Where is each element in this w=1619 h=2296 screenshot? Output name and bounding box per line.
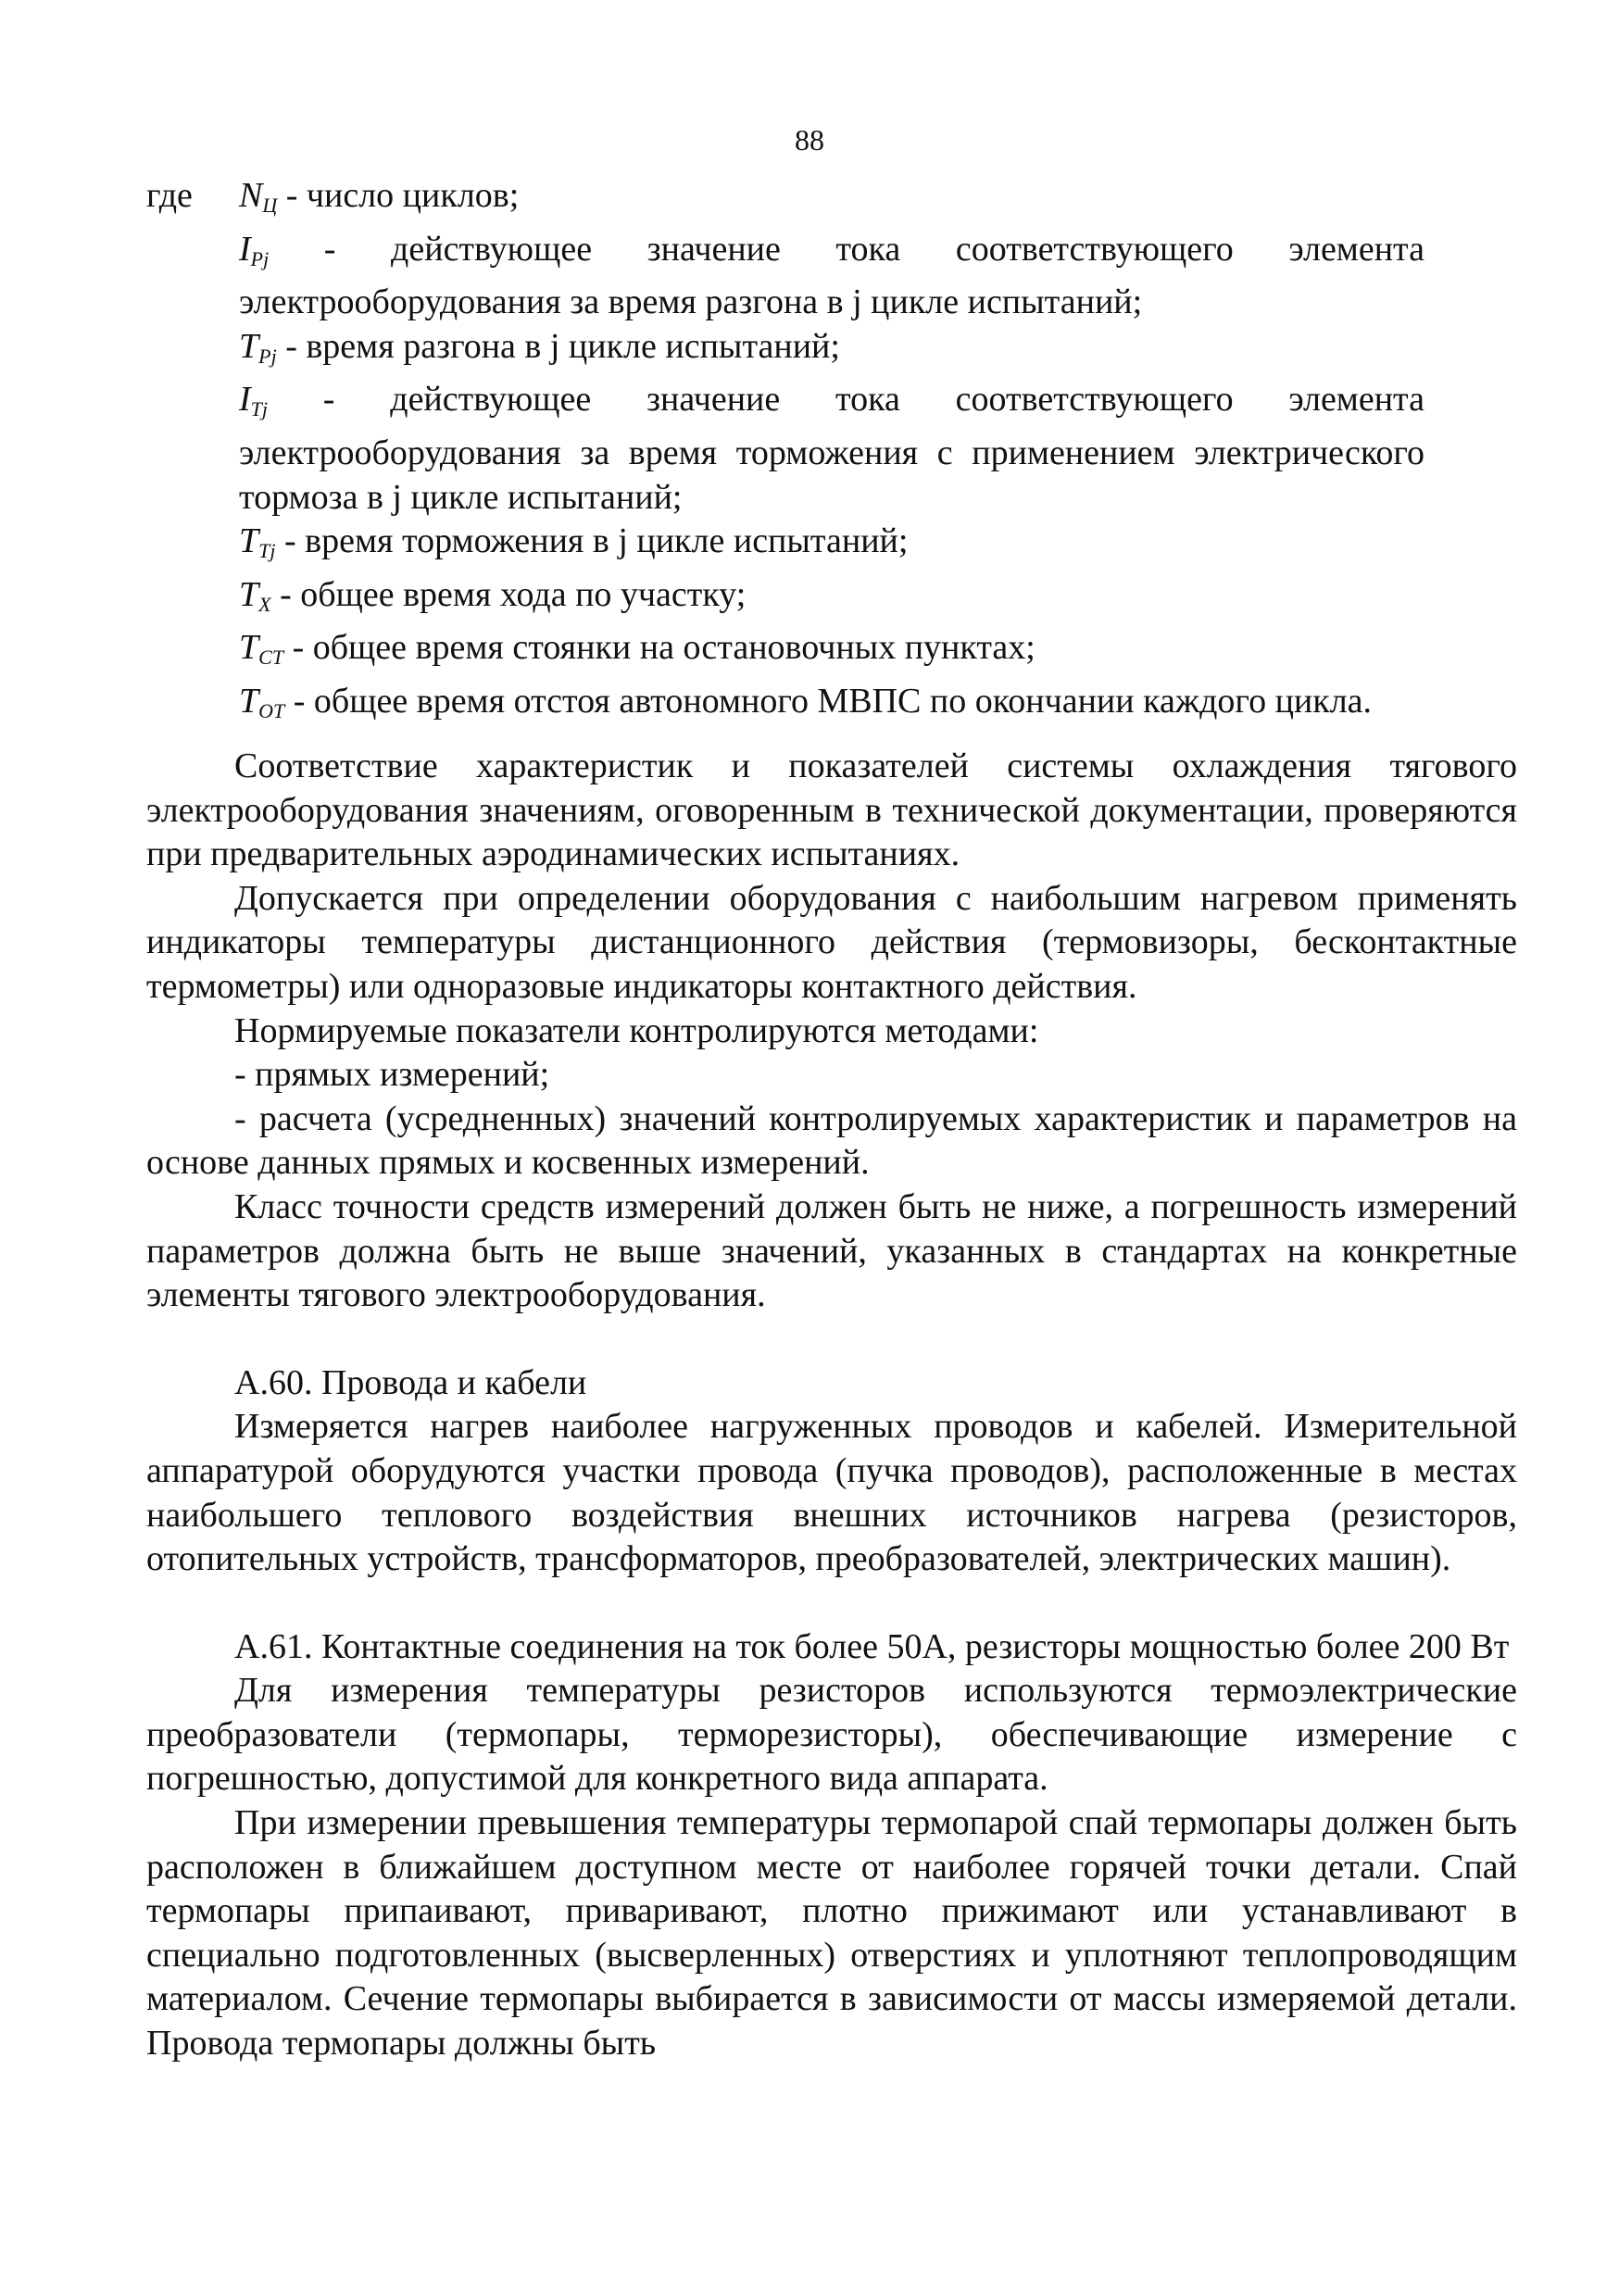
list-item: - расчета (усредненных) значений контролируемых характеристик и параметров на основе данных прямых и косвенных измерений. xyxy=(146,1098,1517,1183)
definition-item xyxy=(239,228,1424,325)
def-symbol: T xyxy=(239,326,259,366)
def-subscript: Pj xyxy=(258,344,277,368)
where-label: где xyxy=(146,176,193,215)
paragraph: Соответствие характеристик и показателей системы охлаждения тягового электрооборудования значениям, оговоренным в технической документации, проверяются при предварительных аэродинамических испытаниях. xyxy=(146,747,1517,874)
def-text: - действующее значение тока соответствующего элемента электрооборудования за время торможения с применением электрического тормоза в j цикле испытаний; xyxy=(239,380,1424,517)
section-heading: А.61. Контактные соединения на ток более 50А, резисторы мощностью более 200 Вт xyxy=(234,1626,1510,1666)
def-symbol: I xyxy=(239,229,251,269)
definitions-list xyxy=(146,174,1424,734)
definition-item xyxy=(239,520,1424,573)
def-text: - время торможения в j цикле испытаний; xyxy=(275,521,909,561)
def-subscript: ОТ xyxy=(258,698,285,722)
definition-item xyxy=(239,378,1424,520)
def-symbol: T xyxy=(239,574,259,614)
def-subscript: Tj xyxy=(250,397,269,421)
paragraph: Для измерения температуры резисторов используются термоэлектрические преобразователи (термопары, терморезисторы), обеспечивающие измерение с погрешностью, допустимой для конкретного вида аппарата. xyxy=(146,1671,1517,1799)
def-symbol: T xyxy=(239,521,259,561)
def-symbol: T xyxy=(239,681,259,721)
section-heading: А.60. Провода и кабели xyxy=(234,1362,587,1402)
paragraph: Измеряется нагрев наиболее нагруженных проводов и кабелей. Измерительной аппаратурой оборудуются участки провода (пучка проводов), расположенные в местах наибольшего теплового воздействия внешних источников нагрева (резисторов, отопительных устройств, трансформаторов, преобразователей, электрических машин). xyxy=(146,1407,1517,1579)
paragraph: При измерении превышения температуры термопарой спай термопары должен быть расположен в ближайшем доступном месте от наиболее горячей точки детали. Спай термопары припаивают, приваривают, плотно прижимают или устанавливают в специально подготовленных (высверленных) отверстиях и уплотняют теплопроводящим материалом. Сечение термопары выбирается в зависимости от массы измеряемой детали. Провода термопары должны быть xyxy=(146,1803,1517,2064)
def-text: - общее время хода по участку; xyxy=(270,574,747,614)
def-subscript: Pj xyxy=(250,246,270,270)
def-subscript: X xyxy=(258,592,271,616)
def-text: - число циклов; xyxy=(277,176,520,215)
definition-item xyxy=(239,573,1424,627)
paragraph: Класс точности средств измерений должен быть не ниже, а погрешность измерений параметров должна быть не выше значений, указанных в стандартах на конкретные элементы тягового электрооборудования. xyxy=(146,1186,1517,1315)
def-symbol: I xyxy=(239,380,251,420)
definition-item xyxy=(239,626,1424,680)
def-text: - время разгона в j цикле испытаний; xyxy=(276,326,840,366)
def-symbol: N xyxy=(239,176,263,215)
def-symbol: T xyxy=(239,628,259,668)
page-number: 88 xyxy=(795,123,824,157)
definition-item xyxy=(239,174,1424,228)
body-text xyxy=(146,745,1517,2066)
paragraph: Допускается при определении оборудования с наибольшим нагревом применять индикаторы температуры дистанционного действия (термовизоры, бесконтактные термометры) или одноразовые индикаторы контактного действия. xyxy=(146,878,1517,1006)
paragraph: Нормируемые показатели контролируются методами: xyxy=(234,1010,1039,1050)
list-item: - прямых измерений; xyxy=(234,1055,550,1095)
def-subscript: Tj xyxy=(258,539,276,563)
definition-item xyxy=(239,680,1424,734)
def-subscript: СТ xyxy=(258,646,284,670)
def-subscript: Ц xyxy=(262,194,278,217)
definition-item xyxy=(239,325,1424,379)
def-text: - действующее значение тока соответствующего элемента электрооборудования за время разгона в j цикле испытаний; xyxy=(239,229,1424,322)
def-text: - общее время отстоя автономного МВПС по окончании каждого цикла. xyxy=(284,681,1373,721)
def-text: - общее время стоянки на остановочных пунктах; xyxy=(283,628,1035,668)
